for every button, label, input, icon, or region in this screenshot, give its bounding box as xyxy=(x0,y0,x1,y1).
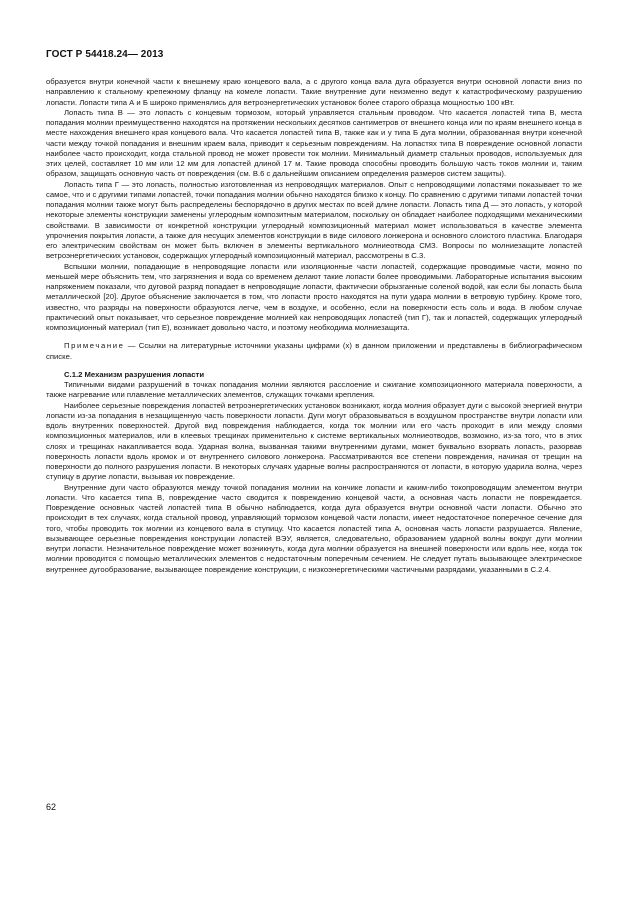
document-body xyxy=(46,77,582,575)
paragraph-continuation: образуется внутри конечной части к внешнему краю концевого вала, а с другого конца вала дуга образуется внутри основной лопасти вниз по направлению к стальному крепежному фланцу на комеле лопасти. Такие внутренние дуги неизменно ведут к катастрофическому разрушению лопасти. Лопасти типа А и Б широко применялись для ветроэнергетических установок более старого образца мощностью 100 кВт. xyxy=(46,77,582,107)
paragraph-serious-damage: Наиболее серьезные повреждения лопастей ветроэнергетических установок возникают, когда молния образует дуги с высокой энергией внутри лопасти из-за попадания в незащищенную часть поверхности лопасти. Дуги могут образовываться в воздушном пространстве внутри лопасти или вдоль внутренних поверхностей. Другой вид повреждения наблюдается, когда ток молнии или его часть проходит в или между слоями композиционных материалов, или в клеевых трещинах применительно к системе вертикальных молниеотводов, возможно, из-за того, что в этих слоях и трещинах накапливается вода. Ударная волна, вызванная такими внутренними дугами, может буквально взорвать лопасть, разорвав поверхность лопасти вдоль кромок и от внутреннего силового лонжерона. Рассматриваются все степени повреждения, начиная от трещин на поверхности до полного разрушения лопасти. В некоторых случаях ударные волны распространяются от лопасти, в которую ударила волна, через ступицу в другие лопасти, вызывая их повреждение. xyxy=(46,400,582,482)
paragraph-blade-type-g: Лопасть типа Г — это лопасть, полностью изготовленная из непроводящих материалов. Опыт с непроводящими лопастями показывает то же самое, что и с другими типами лопастей, точки попадания молнии обычно находятся близко к концу. По сравнению с другими типами лопастей точки попадания молнии также могут быть распределены беспорядочно в других местах по всей длине лопасти. Лопасть типа Д — это лопасть, у которой некоторые элементы конструкции заменены углеродным композитным материалом, поскольку он обладает наиболее подходящими механическими свойствами. В зависимости от конкретной конструкции углеродный композиционный материал может использоваться в качестве элемента упрочнения покрытия лопасти, а также для несущих элементов конструкции в виде силового лонжерона и основного слоистого пластика. Благодаря его электрическим свойствам он может быть включен в элементы вертикального молниеотвода СМЗ. Вопросы по молниезащите лопастей ветроэнергетических установок, содержащих углеродный композиционный материал, рассмотрены в С.3. xyxy=(46,179,582,261)
note-text: — Ссылки на литературные источники указаны цифрами (x) в данном приложении и представлены в библиографическом списке. xyxy=(46,341,582,361)
paragraph-internal-arcs: Внутренние дуги часто образуются между точкой попадания молнии на кончике лопасти и каким-либо токопроводящим элементом внутри лопасти. Что касается типа В, повреждение часто сводится к повреждению концевой части, а основная часть лопасти не повреждается. Повреждение основных частей лопастей типа В обычно наблюдается, когда дуга образуется внутри основной части лопасти. Обычно это происходит в тех случаях, когда стальной провод, управляющий тормозом концевой части лопасти, имеет недостаточное поперечное сечение для того, чтобы проводить ток молнии из концевого вала в ступицу. Что касается лопастей типа А, основная часть лопасти разрушается. Явление, вызывающее серьезные повреждения конструкции лопастей ВЭУ, является, следовательно, образованием ударной волны вокруг дуги молнии внутри лопасти. Незначительное повреждение может возникнуть, когда дуга молнии образуется на внешней поверхности или вдоль нее, когда ток молнии проводится с помощью металлических элементов с недостаточным поперечным сечением. Не следует путать вызывающее электрическое внутреннее дугообразование, вызывающее повреждение конструкции, с низкоэнергетическими частичными разрядами, указанными в С.2.4. xyxy=(46,482,582,574)
paragraph-damage-types: Типичными видами разрушений в точках попадания молнии являются расслоение и сжигание композиционного материала поверхности, а также нагревание или плавление металлических элементов, служащих точками крепления. xyxy=(46,380,582,400)
section-heading: С.1.2 Механизм разрушения лопасти xyxy=(64,369,205,379)
paragraph-blade-type-v: Лопасть типа В — это лопасть с концевым тормозом, который управляется стальным проводом. Что касается лопастей типа В, места попадания молнии преимущественно находятся на протяжении нескольких десятков сантиметров от внешнего конца или по краям внешнего конца в месте нахождения внешнего края концевого вала. Что касается лопастей типа В, также как и у типа Б дуга молнии, образованная внутри конечной части между точкой попадания и внешним краем вала, приводит к серьезным повреждениям. На лопастях типа В повреждение основной лопасти наиболее часто происходит, когда стальной провод не может провести ток молнии. Минимальный диаметр стальных проводов, используемых для этих целей, составляет 10 мм или 12 мм для лопастей длиной 17 м. Такие провода способны проводить большую часть токов молнии и, таким образом, защищать основную часть от повреждения (см. В.6 с дальнейшим описанием определения размеров систем защиты). xyxy=(46,107,582,179)
note-label: Примечание xyxy=(64,341,125,351)
page-number: 62 xyxy=(46,802,57,812)
paragraph-lightning-flashes: Вспышки молнии, попадающие в непроводящие лопасти или изоляционные части лопастей, содержащие проводимые части, можно по меньшей мере объяснить тем, что загрязнения и вода со временем делают такие лопасти более проводимыми. Лабораторные испытания высоким напряжением показали, что дуговой разряд попадает в непроводящие лопасти, фактически обрызганные соленой водой, как если бы лопасть была металлической [20]. Другое объяснение заключается в том, что лопасти просто находятся на пути удара молнии в ветровую турбину. Кроме того, известно, что разряды на поверхности образуются легче, чем в воздухе, и особенно, если на поверхности есть соль и вода. В любом случае практический опыт показывает, что серьезное повреждение молнией как непроводящих лопастей (тип Г), так и лопастей, содержащих углеродный композиционный материал (тип Е), возникает довольно часто, и поэтому необходима молниезащита. xyxy=(46,261,582,332)
document-header: ГОСТ Р 54418.24— 2013 xyxy=(46,49,164,60)
note xyxy=(46,341,582,362)
